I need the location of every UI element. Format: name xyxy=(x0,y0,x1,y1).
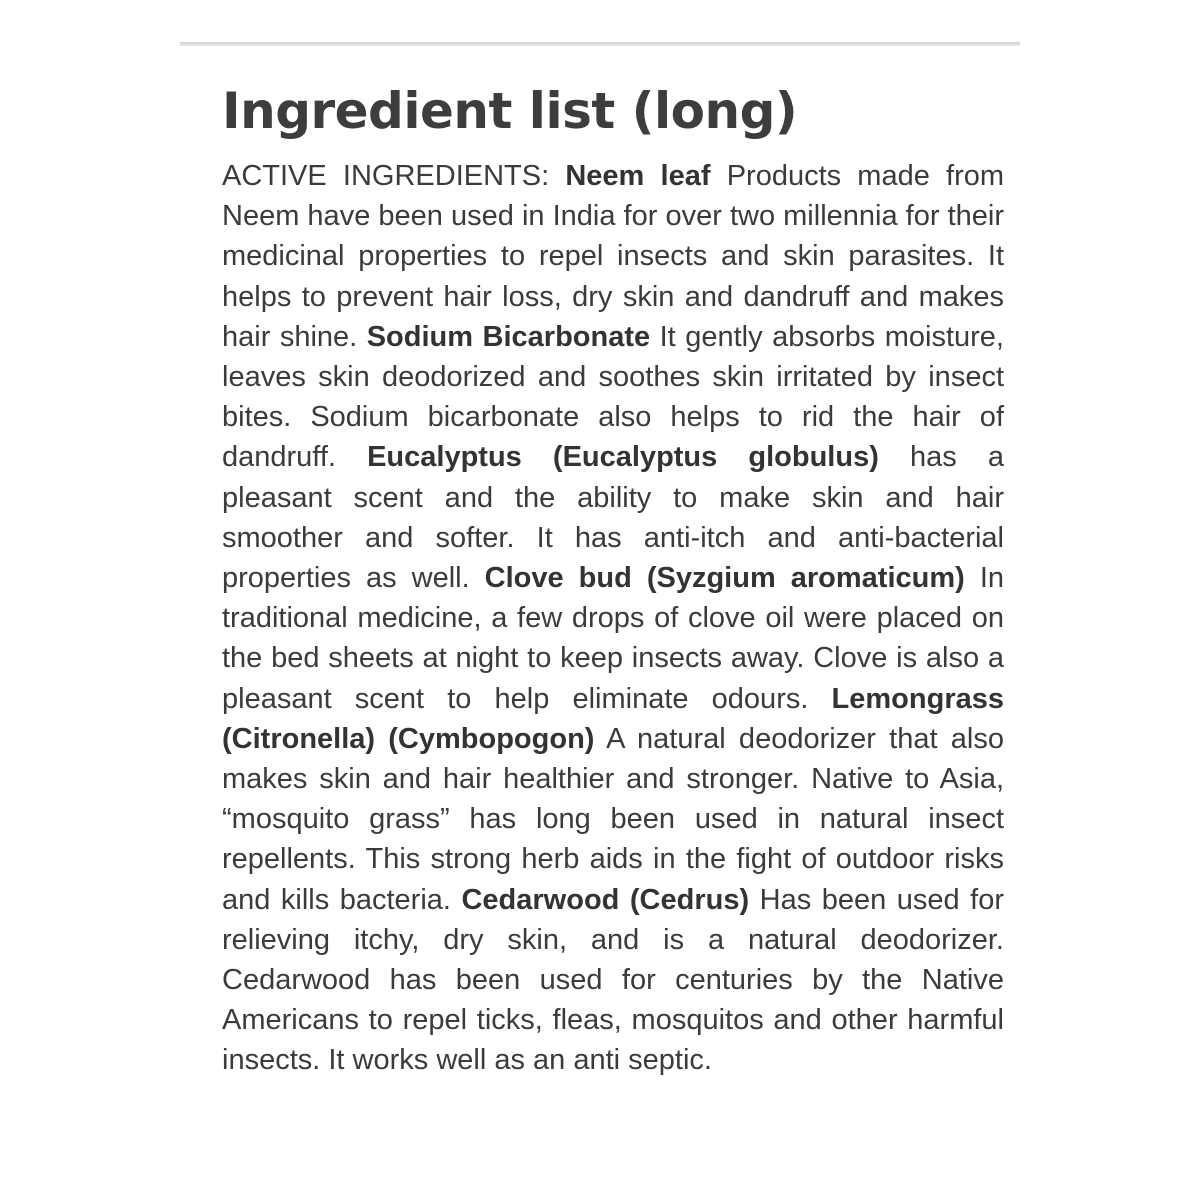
top-divider xyxy=(180,42,1020,46)
ingredient-name-cedarwood: Cedarwood (Cedrus) xyxy=(461,883,750,916)
ingredient-section xyxy=(222,78,1004,1081)
ingredient-name-neem: Neem leaf xyxy=(565,160,711,192)
ingredient-desc-cedarwood: Has been used for relieving itchy, dry skin, and is a natural deodorizer. Cedarwood has been used for centuries by the Native Americans to repel ticks, fleas, mosquitos and other harmful insects. It works well as an anti septic. xyxy=(222,883,1004,1077)
ingredient-desc-lemongrass: A natural deodorizer that also makes skin and hair healthier and stronger. Native to Asia, “mosquito grass” has long been used in natural insect repellents. This strong herb aids in the fight of outdoor risks and kills bacteria. xyxy=(222,722,1004,916)
ingredient-desc-sodium-bicarbonate: It gently absorbs moisture, leaves skin deodorized and soothes skin irritated by insect bites. Sodium bicarbonate also helps to rid the hair of dandruff. xyxy=(222,320,1004,474)
ingredient-paragraph xyxy=(222,156,1004,1081)
ingredient-name-sodium-bicarbonate: Sodium Bicarbonate xyxy=(366,320,651,353)
intro-label: ACTIVE INGREDIENTS: xyxy=(222,160,550,192)
ingredient-name-clove-bud: Clove bud (Syzgium aromaticum) xyxy=(484,562,965,595)
ingredient-name-lemongrass: Lemongrass (Citronella) (Cymbopogon) xyxy=(222,682,1004,755)
ingredient-desc-clove-bud: In traditional medicine, a few drops of clove oil were placed on the bed sheets at night to keep insects away. Clove is also a pleasant scent to help eliminate odours. xyxy=(222,562,1005,715)
ingredient-desc-neem: Products made from Neem have been used in India for over two millennia for their medicinal properties to repel insects and skin parasites. It helps to prevent hair loss, dry skin and dandruff and makes hair shine. xyxy=(222,160,1005,353)
page-title: Ingredient list (long) xyxy=(222,82,798,140)
ingredient-name-eucalyptus: Eucalyptus (Eucalyptus globulus) xyxy=(367,441,879,474)
ingredient-desc-eucalyptus: has a pleasant scent and the ability to make skin and hair smoother and softer. It has anti-itch and anti-bacterial properties as well. xyxy=(222,441,1005,595)
